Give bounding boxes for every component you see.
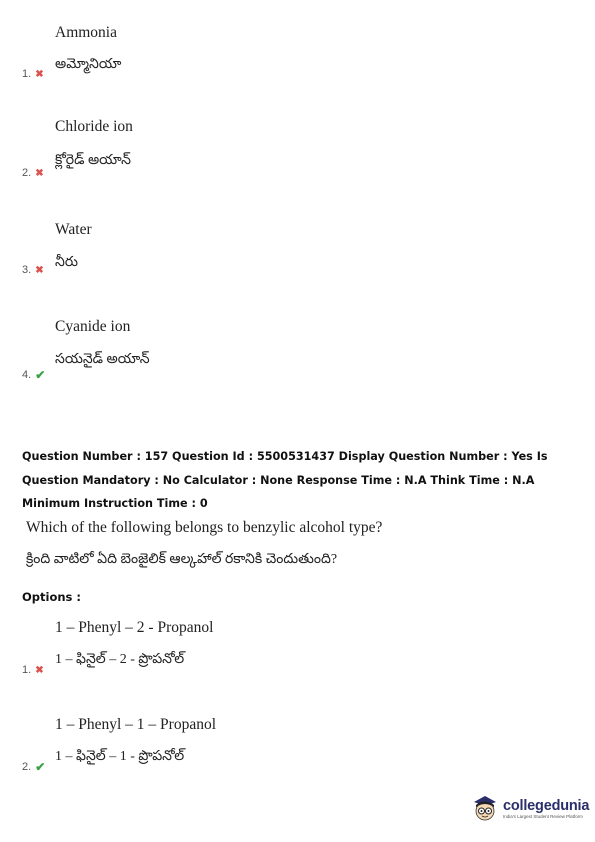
question-meta: Question Number : 157 Question Id : 5500531437 Display Question Number : Yes Is Question Mandatory : No Calculator : None Response Time : N.A Think Time : N.A Minimum Instruction Time : 0 xyxy=(22,450,548,510)
cross-icon: ✖ xyxy=(35,664,44,676)
option-english: Water xyxy=(55,221,92,238)
check-icon: ✔ xyxy=(35,368,46,382)
option-telugu: 1 – ఫినైల్ – 2 - ప్రొపనోల్ xyxy=(55,652,185,667)
option-number xyxy=(22,664,44,676)
option-english: Chloride ion xyxy=(55,118,133,135)
logo-tagline: India's Largest Student Review Platform xyxy=(503,813,583,819)
option-number xyxy=(22,760,45,774)
collegedunia-logo xyxy=(470,793,589,823)
option-telugu: అమ్మోనియా xyxy=(55,57,122,72)
option-telugu: 1 – ఫినైల్ – 1 - ప్రొపనోల్ xyxy=(55,749,185,764)
option-number-text: 2. xyxy=(22,761,32,773)
option-number xyxy=(22,368,45,382)
option-english: Ammonia xyxy=(55,24,117,41)
option-number-text: 1. xyxy=(22,68,32,80)
mascot-icon xyxy=(470,793,500,823)
option-english: 1 – Phenyl – 1 – Propanol xyxy=(55,716,217,733)
option-english: 1 – Phenyl – 2 - Propanol xyxy=(55,619,214,636)
logo-name: collegedunia xyxy=(503,797,590,814)
option-number-text: 2. xyxy=(22,167,32,179)
logo-text xyxy=(503,798,589,819)
option-number xyxy=(22,68,44,80)
cross-icon: ✖ xyxy=(35,68,44,80)
options-label: Options : xyxy=(22,590,81,604)
option-number-text: 1. xyxy=(22,664,32,676)
cross-icon: ✖ xyxy=(35,264,44,276)
check-icon: ✔ xyxy=(35,760,46,774)
question-english: Which of the following belongs to benzylic alcohol type? xyxy=(26,519,383,536)
option-telugu: క్లోరైడ్ అయాన్ xyxy=(55,153,131,168)
option-number-text: 3. xyxy=(22,264,32,276)
option-telugu: నీరు xyxy=(55,255,78,270)
option-number xyxy=(22,264,44,276)
option-english: Cyanide ion xyxy=(55,318,131,335)
option-telugu: సయనైడ్ అయాన్ xyxy=(55,352,150,367)
option-number xyxy=(22,167,44,179)
cross-icon: ✖ xyxy=(35,167,44,179)
option-number-text: 4. xyxy=(22,369,32,381)
question-telugu: క్రింది వాటిలో ఏది బెంజైలిక్ ఆల్కహాల్ రకానికి చెందుతుంది? xyxy=(26,552,338,567)
